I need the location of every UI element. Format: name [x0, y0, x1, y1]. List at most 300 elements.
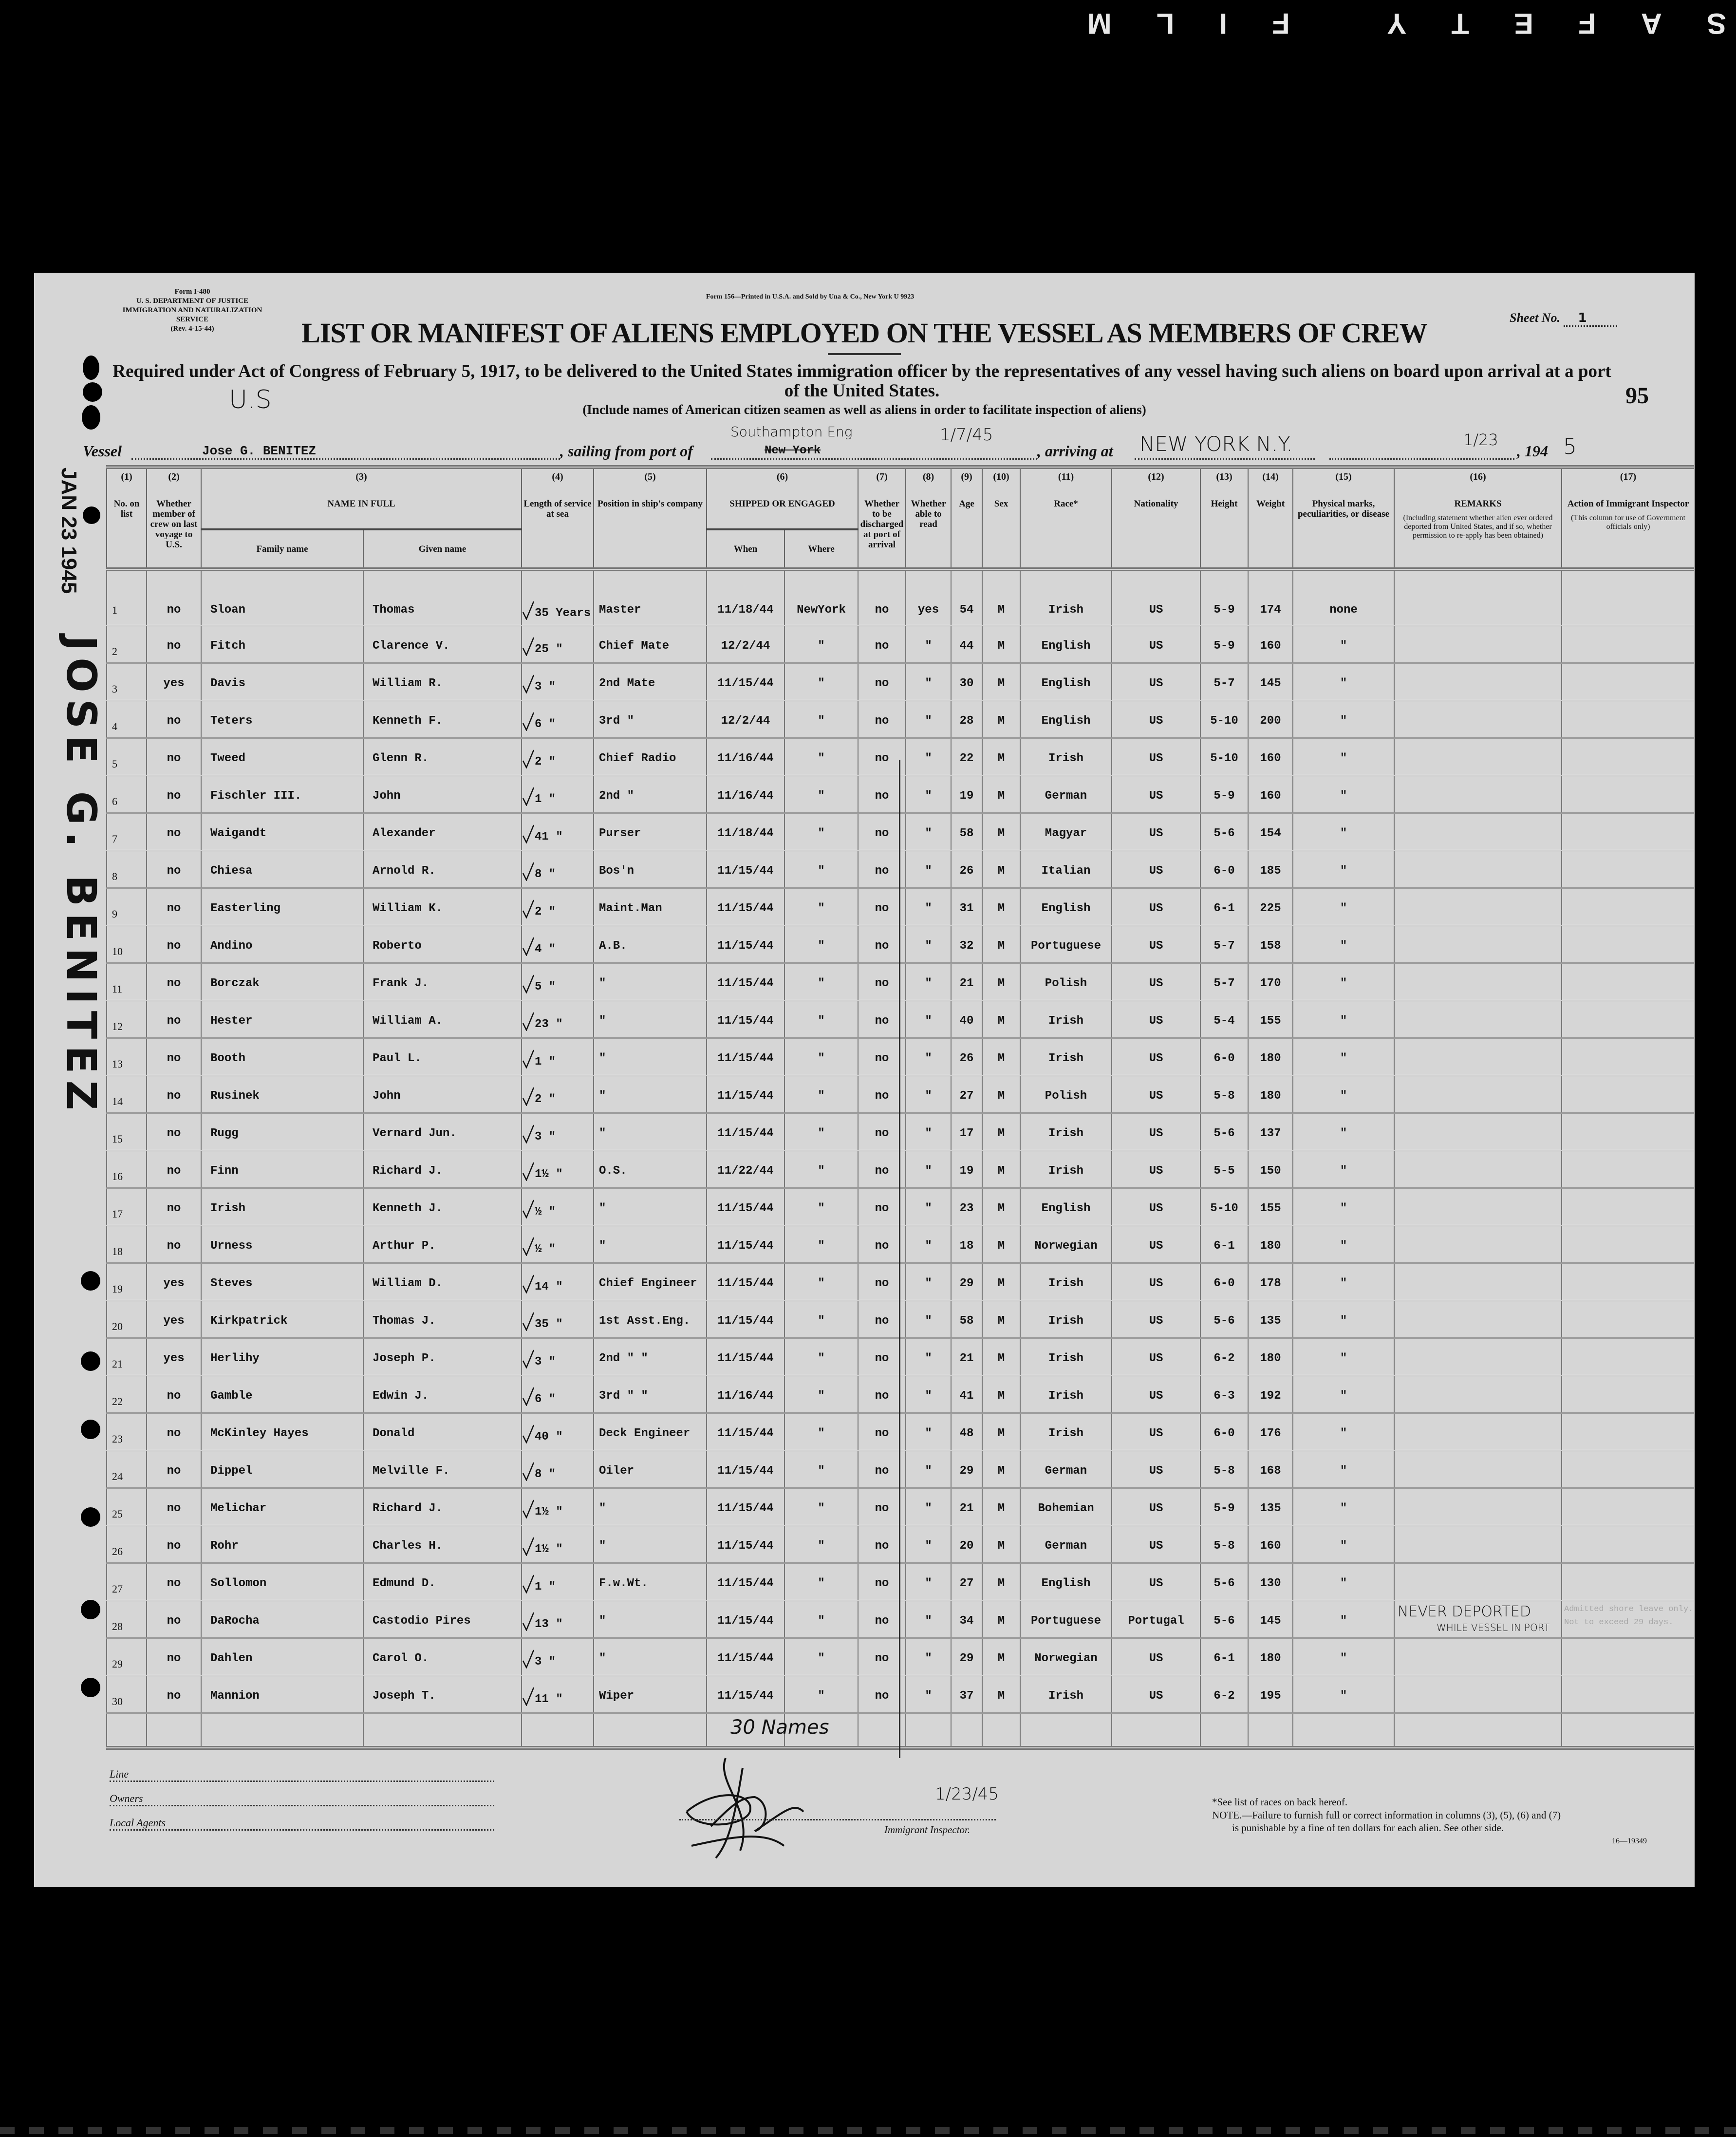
cell-given: Charles H. [363, 1525, 522, 1563]
cell-prev: no [147, 1488, 201, 1525]
table-row [107, 569, 1694, 625]
legal-requirement: Required under Act of Congress of February 5, 1917, to be delivered to the United States immigration officer by the representatives of any vessel having such aliens on board upon arrival at a port of the United States. [112, 361, 1611, 401]
cell-discharge: no [858, 1300, 906, 1338]
cell-read: " [906, 963, 951, 1000]
table-row [107, 1300, 1694, 1338]
cell-service [522, 1300, 594, 1338]
table-row [107, 1375, 1694, 1413]
cell-action [1562, 1338, 1694, 1375]
cell-height: 5-6 [1200, 1563, 1248, 1600]
checkmark-icon [522, 787, 535, 806]
cell-weight: 145 [1248, 663, 1293, 700]
cell-discharge: no [858, 1225, 906, 1263]
cell-read: " [906, 1375, 951, 1413]
cell-remarks [1394, 625, 1562, 663]
cell-weight: 225 [1248, 888, 1293, 925]
cell-given: Thomas J. [363, 1300, 522, 1338]
cell-given: Castodio Pires [363, 1600, 522, 1638]
cell-n: 15 [107, 1113, 147, 1150]
service-value: 35 Years [535, 606, 591, 620]
cell-nationality: US [1112, 963, 1200, 1000]
cell-given: Carol O. [363, 1638, 522, 1675]
cell-family: Chiesa [201, 850, 363, 888]
cell-weight: 135 [1248, 1300, 1293, 1338]
cell-family: Teters [201, 700, 363, 738]
cell-read: " [906, 1075, 951, 1113]
cell-prev: yes [147, 1300, 201, 1338]
cell-height: 5-8 [1200, 1525, 1248, 1563]
cell-discharge: no [858, 963, 906, 1000]
blank-row [107, 1713, 1694, 1748]
cell-race: Irish [1020, 1338, 1112, 1375]
cell-when: 12/2/44 [707, 700, 784, 738]
column-number: (6) [776, 471, 788, 482]
cell-n: 13 [107, 1038, 147, 1075]
service-value: 8 " [535, 867, 556, 881]
cell-service [522, 775, 594, 813]
cell-where: NewYork [784, 569, 858, 625]
cell-weight: 154 [1248, 813, 1293, 850]
cell-discharge: no [858, 1375, 906, 1413]
cell-given: William K. [363, 888, 522, 925]
service-value: 1½ " [535, 1167, 563, 1181]
cell-remarks [1394, 775, 1562, 813]
column-number: (12) [1148, 471, 1164, 482]
cell-nationality: US [1112, 850, 1200, 888]
cell-discharge: no [858, 1263, 906, 1300]
service-value: 11 " [535, 1692, 563, 1706]
cell-race: Bohemian [1020, 1488, 1112, 1525]
blank-cell [951, 1713, 982, 1748]
column-header-15 [1293, 467, 1394, 569]
cell-where: " [784, 1000, 858, 1038]
cell-given: Donald [363, 1413, 522, 1450]
cell-remarks [1394, 1150, 1562, 1188]
cell-sex: M [982, 925, 1020, 963]
cell-position: F.w.Wt. [594, 1563, 707, 1600]
cell-weight: 160 [1248, 1525, 1293, 1563]
cell-race: English [1020, 888, 1112, 925]
cell-given: William D. [363, 1263, 522, 1300]
checkmark-icon [522, 824, 535, 844]
cell-marks: " [1293, 1600, 1394, 1638]
service-value: ½ " [535, 1242, 556, 1256]
cell-n: 8 [107, 850, 147, 888]
service-value: 3 " [535, 1130, 556, 1143]
cell-n: 6 [107, 775, 147, 813]
cell-read: " [906, 1188, 951, 1225]
cell-nationality: US [1112, 1675, 1200, 1713]
cell-sex: M [982, 850, 1020, 888]
cell-where: " [784, 1075, 858, 1113]
cell-family: Dippel [201, 1450, 363, 1488]
cell-remarks [1394, 1300, 1562, 1338]
service-value: 25 " [535, 642, 563, 656]
cell-when: 11/15/44 [707, 1225, 784, 1263]
cell-marks: " [1293, 1338, 1394, 1375]
table-row [107, 1563, 1694, 1600]
cell-where: " [784, 1263, 858, 1300]
cell-where: " [784, 1450, 858, 1488]
cell-discharge: no [858, 1075, 906, 1113]
cell-weight: 155 [1248, 1000, 1293, 1038]
cell-when: 11/15/44 [707, 1525, 784, 1563]
cell-position: Purser [594, 813, 707, 850]
blank-cell [594, 1713, 707, 1748]
cell-race: Norwegian [1020, 1225, 1112, 1263]
cell-remarks [1394, 1638, 1562, 1675]
cell-weight: 155 [1248, 1188, 1293, 1225]
cell-weight: 168 [1248, 1450, 1293, 1488]
cell-weight: 200 [1248, 700, 1293, 738]
cell-service [522, 1450, 594, 1488]
sheet-label: Sheet No. [1510, 311, 1560, 325]
cell-marks: " [1293, 625, 1394, 663]
cell-age: 37 [951, 1675, 982, 1713]
cell-race: German [1020, 1450, 1112, 1488]
cell-marks: " [1293, 888, 1394, 925]
cell-race: Irish [1020, 1413, 1112, 1450]
cell-sex: M [982, 888, 1020, 925]
cell-where: " [784, 775, 858, 813]
cell-family: Dahlen [201, 1638, 363, 1675]
cell-action [1562, 1225, 1694, 1263]
cell-n: 14 [107, 1075, 147, 1113]
cell-where: " [784, 663, 858, 700]
cell-nationality: US [1112, 1300, 1200, 1338]
checkmark-icon [522, 1012, 535, 1031]
line-field [110, 1768, 494, 1782]
checkmark-icon [522, 1237, 535, 1256]
cell-read: yes [906, 569, 951, 625]
cell-nationality: US [1112, 1375, 1200, 1413]
cell-race: Irish [1020, 1038, 1112, 1075]
sailing-label: , sailing from port of [560, 442, 693, 460]
cell-height: 5-10 [1200, 738, 1248, 775]
cell-prev: no [147, 925, 201, 963]
cell-marks: " [1293, 850, 1394, 888]
cell-age: 30 [951, 663, 982, 700]
cell-given: Edmund D. [363, 1563, 522, 1600]
cell-service [522, 888, 594, 925]
checkmark-icon [522, 600, 535, 620]
cell-where: " [784, 1225, 858, 1263]
cell-read: " [906, 1225, 951, 1263]
cell-family: Finn [201, 1150, 363, 1188]
cell-where: " [784, 1675, 858, 1713]
cell-action [1562, 1113, 1694, 1150]
cell-read: " [906, 1263, 951, 1300]
cell-where: " [784, 963, 858, 1000]
cell-age: 19 [951, 1150, 982, 1188]
cell-height: 5-6 [1200, 1300, 1248, 1338]
cell-prev: no [147, 700, 201, 738]
arriving-label: , arriving at [1037, 442, 1113, 460]
cell-read: " [906, 775, 951, 813]
cell-when: 11/15/44 [707, 1300, 784, 1338]
punch-hole-icon [81, 1678, 100, 1697]
cell-race: Irish [1020, 738, 1112, 775]
checkmark-icon [522, 899, 535, 919]
blank-cell [107, 1713, 147, 1748]
table-row [107, 1413, 1694, 1450]
cell-read: " [906, 1563, 951, 1600]
cell-age: 21 [951, 1338, 982, 1375]
cell-when: 11/16/44 [707, 738, 784, 775]
cell-discharge: no [858, 1113, 906, 1150]
cell-given: Thomas [363, 569, 522, 625]
cell-height: 5-6 [1200, 813, 1248, 850]
cell-nationality: US [1112, 1563, 1200, 1600]
service-value: 41 " [535, 830, 563, 844]
cell-discharge: no [858, 569, 906, 625]
cell-marks: " [1293, 700, 1394, 738]
cell-family: Melichar [201, 1488, 363, 1525]
cell-nationality: US [1112, 1263, 1200, 1300]
column-header-1 [107, 467, 147, 569]
cell-where: " [784, 888, 858, 925]
cell-remarks [1394, 888, 1562, 925]
cell-race: Irish [1020, 1263, 1112, 1300]
cell-height: 5-9 [1200, 775, 1248, 813]
service-value: 5 " [535, 980, 556, 994]
cell-read: " [906, 663, 951, 700]
cell-height: 6-2 [1200, 1675, 1248, 1713]
cell-remarks [1394, 663, 1562, 700]
cell-read: " [906, 625, 951, 663]
column-label: Whether able to read [911, 499, 946, 529]
page-title: LIST OR MANIFEST OF ALIENS EMPLOYED ON THE VESSEL AS MEMBERS OF CREW [301, 317, 1427, 349]
table-row [107, 1450, 1694, 1488]
cell-age: 41 [951, 1375, 982, 1413]
cell-service [522, 700, 594, 738]
cell-sex: M [982, 1563, 1020, 1600]
cell-read: " [906, 1525, 951, 1563]
remarks-stamp-line1: Admitted shore leave only. [1564, 1605, 1694, 1614]
cell-action [1562, 775, 1694, 813]
cell-nationality: US [1112, 1638, 1200, 1675]
cell-when: 11/15/44 [707, 663, 784, 700]
cell-discharge: no [858, 1525, 906, 1563]
cell-age: 34 [951, 1600, 982, 1638]
cell-marks: none [1293, 569, 1394, 625]
table-row [107, 1263, 1694, 1300]
cell-race: English [1020, 663, 1112, 700]
cell-read: " [906, 813, 951, 850]
cell-sex: M [982, 1525, 1020, 1563]
cell-height: 5-7 [1200, 663, 1248, 700]
cell-n: 23 [107, 1413, 147, 1450]
cell-read: " [906, 1450, 951, 1488]
cell-nationality: US [1112, 1188, 1200, 1225]
cell-n: 7 [107, 813, 147, 850]
cell-action [1562, 1300, 1694, 1338]
cell-height: 6-1 [1200, 1638, 1248, 1675]
cell-service [522, 813, 594, 850]
checkmark-icon [522, 1274, 535, 1293]
cell-action [1562, 1150, 1694, 1188]
cell-marks: " [1293, 1675, 1394, 1713]
cell-action [1562, 625, 1694, 663]
cell-discharge: no [858, 1675, 906, 1713]
cell-read: " [906, 1038, 951, 1075]
cell-nationality: US [1112, 1150, 1200, 1188]
cell-marks: " [1293, 1150, 1394, 1188]
inspector-signature [657, 1753, 891, 1860]
service-value: 14 " [535, 1280, 563, 1293]
cell-sex: M [982, 1225, 1020, 1263]
cell-n: 18 [107, 1225, 147, 1263]
cell-nationality: US [1112, 775, 1200, 813]
cell-family: Andino [201, 925, 363, 963]
column-number: (10) [993, 471, 1009, 482]
cell-action [1562, 1188, 1694, 1225]
cell-action [1562, 1263, 1694, 1300]
column-note: (This column for use of Government officials only) [1570, 514, 1686, 531]
column-header-2 [147, 467, 201, 569]
column-header-6 [707, 467, 858, 529]
cell-age: 21 [951, 963, 982, 1000]
column-header-17 [1562, 467, 1694, 569]
cell-n: 29 [107, 1638, 147, 1675]
cell-given: Richard J. [363, 1488, 522, 1525]
cell-marks: " [1293, 663, 1394, 700]
cell-when: 11/15/44 [707, 1075, 784, 1113]
table-row [107, 1113, 1694, 1150]
cell-action [1562, 1488, 1694, 1525]
cell-n: 9 [107, 888, 147, 925]
cell-marks: " [1293, 1225, 1394, 1263]
cell-position: 2nd " " [594, 1338, 707, 1375]
cell-prev: no [147, 1413, 201, 1450]
cell-prev: no [147, 1075, 201, 1113]
column-subheader: Given name [363, 529, 522, 569]
cell-when: 11/15/44 [707, 1188, 784, 1225]
cell-when: 11/15/44 [707, 1488, 784, 1525]
cell-age: 44 [951, 625, 982, 663]
cell-read: " [906, 925, 951, 963]
cell-service [522, 850, 594, 888]
cell-height: 5-10 [1200, 1188, 1248, 1225]
checkmark-icon [522, 1649, 535, 1668]
cell-sex: M [982, 1075, 1020, 1113]
page-number: 95 [1625, 383, 1649, 409]
cell-prev: no [147, 888, 201, 925]
checkmark-icon [522, 1387, 535, 1406]
cell-nationality: US [1112, 1113, 1200, 1150]
cell-position: " [594, 1075, 707, 1113]
cell-marks: " [1293, 1638, 1394, 1675]
cell-read: " [906, 700, 951, 738]
cell-sex: M [982, 1263, 1020, 1300]
punch-hole-icon [81, 1271, 100, 1291]
cell-race: Irish [1020, 1000, 1112, 1038]
cell-sex: M [982, 1113, 1020, 1150]
cell-remarks [1394, 1525, 1562, 1563]
column-subheader: Family name [201, 529, 363, 569]
column-label: Whether to be discharged at port of arrival [860, 499, 904, 550]
cell-discharge: no [858, 1600, 906, 1638]
cell-family: DaRocha [201, 1600, 363, 1638]
cell-family: Hester [201, 1000, 363, 1038]
vessel-name: Jose G. BENITEZ [202, 444, 317, 458]
cell-position: 2nd Mate [594, 663, 707, 700]
cell-height: 6-3 [1200, 1375, 1248, 1413]
checkmark-icon [522, 637, 535, 656]
blank-cell [1293, 1713, 1394, 1748]
checkmark-icon [522, 749, 535, 769]
table-row [107, 1188, 1694, 1225]
cell-n: 12 [107, 1000, 147, 1038]
cell-where: " [784, 1488, 858, 1525]
cell-prev: no [147, 569, 201, 625]
cell-where: " [784, 625, 858, 663]
arriving-port: NEW YORK N.Y. [1139, 432, 1293, 456]
cell-nationality: US [1112, 1450, 1200, 1488]
cell-family: Mannion [201, 1675, 363, 1713]
cell-race: Polish [1020, 963, 1112, 1000]
cell-sex: M [982, 1675, 1020, 1713]
cell-prev: no [147, 813, 201, 850]
column-number: (3) [355, 471, 367, 482]
table-row [107, 738, 1694, 775]
checkmark-icon [522, 974, 535, 994]
cell-discharge: no [858, 1563, 906, 1600]
cell-position: Maint.Man [594, 888, 707, 925]
cell-when: 11/15/44 [707, 1600, 784, 1638]
cell-age: 18 [951, 1225, 982, 1263]
column-number: (4) [552, 471, 563, 482]
cell-family: Tweed [201, 738, 363, 775]
line-label: Line [110, 1768, 129, 1780]
checkmark-icon [522, 1462, 535, 1481]
table-row [107, 925, 1694, 963]
blank-cell [1200, 1713, 1248, 1748]
column-header-9 [951, 467, 982, 569]
column-header-16 [1394, 467, 1562, 569]
cell-read: " [906, 1150, 951, 1188]
column-number: (17) [1620, 471, 1637, 482]
cell-where: " [784, 850, 858, 888]
cell-prev: no [147, 1375, 201, 1413]
cell-remarks [1394, 569, 1562, 625]
cell-prev: no [147, 963, 201, 1000]
film-edge-marking: SAFETY FILM [1042, 7, 1726, 40]
cell-action [1562, 888, 1694, 925]
cell-sex: M [982, 775, 1020, 813]
cell-read: " [906, 1113, 951, 1150]
column-label: Action of Immigrant Inspector [1567, 499, 1689, 509]
blank-cell [1248, 1713, 1293, 1748]
cell-remarks [1394, 850, 1562, 888]
cell-given: William R. [363, 663, 522, 700]
cell-read: " [906, 1600, 951, 1638]
cell-sex: M [982, 1413, 1020, 1450]
cell-position: Chief Radio [594, 738, 707, 775]
cell-discharge: no [858, 1450, 906, 1488]
column-number: (9) [961, 471, 972, 482]
cell-family: Gamble [201, 1375, 363, 1413]
cell-position: " [594, 1188, 707, 1225]
sheet-value: 1 [1564, 311, 1617, 327]
column-header-13 [1200, 467, 1248, 569]
cell-read: " [906, 888, 951, 925]
service-value: 1½ " [535, 1505, 563, 1518]
cell-action [1562, 663, 1694, 700]
cell-when: 11/15/44 [707, 1563, 784, 1600]
cell-when: 11/15/44 [707, 1450, 784, 1488]
cell-age: 58 [951, 813, 982, 850]
